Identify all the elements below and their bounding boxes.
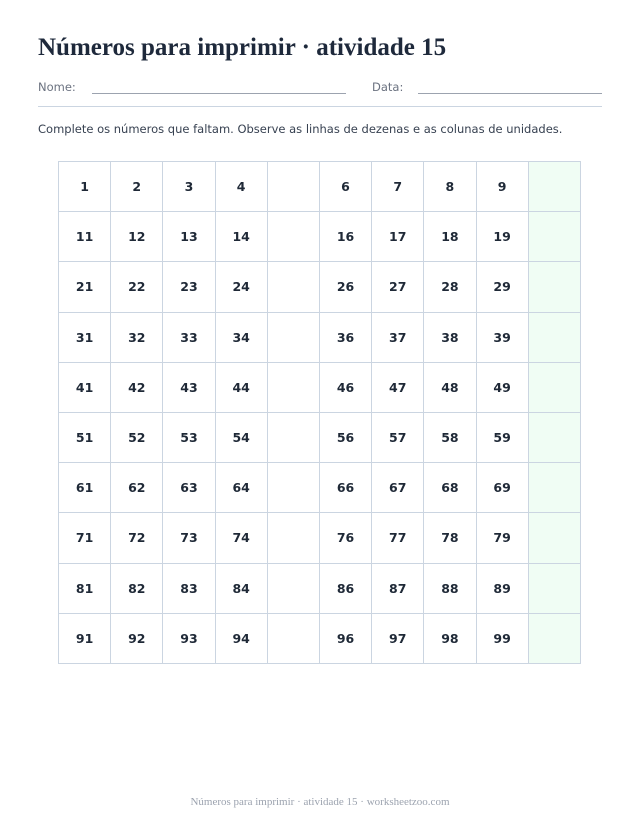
grid-cell: 48 (424, 362, 476, 412)
grid-cell: 94 (215, 613, 267, 663)
grid-row (59, 463, 581, 513)
grid-cell: 64 (215, 463, 267, 513)
grid-row (59, 262, 581, 312)
grid-cell: 19 (476, 212, 528, 262)
grid-cell-blank[interactable] (267, 412, 319, 462)
grid-cell: 69 (476, 463, 528, 513)
grid-row (59, 362, 581, 412)
grid-cell: 88 (424, 563, 476, 613)
grid-cell-blank[interactable] (528, 262, 580, 312)
grid-cell: 2 (111, 162, 163, 212)
grid-row (59, 162, 581, 212)
grid-cell: 73 (163, 513, 215, 563)
grid-cell: 86 (319, 563, 371, 613)
grid-cell: 24 (215, 262, 267, 312)
grid-cell: 9 (476, 162, 528, 212)
grid-cell: 74 (215, 513, 267, 563)
grid-cell: 87 (372, 563, 424, 613)
grid-cell: 27 (372, 262, 424, 312)
grid-cell: 11 (59, 212, 111, 262)
grid-row (59, 563, 581, 613)
grid-cell: 79 (476, 513, 528, 563)
grid-cell: 51 (59, 412, 111, 462)
grid-cell-blank[interactable] (528, 312, 580, 362)
grid-row (59, 513, 581, 563)
grid-cell: 63 (163, 463, 215, 513)
grid-cell-blank[interactable] (267, 262, 319, 312)
grid-cell: 22 (111, 262, 163, 312)
date-label: Data: (372, 80, 404, 94)
grid-cell: 46 (319, 362, 371, 412)
grid-cell: 3 (163, 162, 215, 212)
grid-cell: 76 (319, 513, 371, 563)
grid-cell: 4 (215, 162, 267, 212)
grid-cell: 61 (59, 463, 111, 513)
grid-cell-blank[interactable] (267, 463, 319, 513)
name-line (92, 93, 346, 94)
grid-cell: 91 (59, 613, 111, 663)
grid-cell-blank[interactable] (528, 162, 580, 212)
grid-cell: 17 (372, 212, 424, 262)
student-info (38, 80, 602, 98)
grid-cell-blank[interactable] (267, 162, 319, 212)
grid-cell-blank[interactable] (528, 563, 580, 613)
grid-cell-blank[interactable] (528, 362, 580, 412)
grid-cell: 53 (163, 412, 215, 462)
grid-cell-blank[interactable] (528, 613, 580, 663)
grid-cell: 92 (111, 613, 163, 663)
grid-cell: 82 (111, 563, 163, 613)
grid-cell-blank[interactable] (267, 362, 319, 412)
grid-cell: 71 (59, 513, 111, 563)
grid-cell: 26 (319, 262, 371, 312)
grid-cell: 62 (111, 463, 163, 513)
grid-cell-blank[interactable] (528, 212, 580, 262)
grid-cell: 42 (111, 362, 163, 412)
grid-cell: 14 (215, 212, 267, 262)
grid-cell-blank[interactable] (528, 412, 580, 462)
grid-cell: 68 (424, 463, 476, 513)
grid-cell: 59 (476, 412, 528, 462)
grid-cell: 31 (59, 312, 111, 362)
grid-cell: 57 (372, 412, 424, 462)
grid-cell: 66 (319, 463, 371, 513)
grid-cell: 44 (215, 362, 267, 412)
grid-cell: 21 (59, 262, 111, 312)
grid-cell: 1 (59, 162, 111, 212)
grid-cell: 93 (163, 613, 215, 663)
grid-cell: 23 (163, 262, 215, 312)
grid-cell: 12 (111, 212, 163, 262)
grid-cell: 99 (476, 613, 528, 663)
grid-cell-blank[interactable] (267, 312, 319, 362)
grid-cell: 7 (372, 162, 424, 212)
grid-cell: 43 (163, 362, 215, 412)
grid-cell-blank[interactable] (267, 513, 319, 563)
grid-cell: 33 (163, 312, 215, 362)
grid-cell: 78 (424, 513, 476, 563)
date-line (418, 93, 602, 94)
grid-cell: 98 (424, 613, 476, 663)
header-divider (38, 106, 602, 107)
grid-cell: 37 (372, 312, 424, 362)
grid-cell-blank[interactable] (267, 613, 319, 663)
grid-cell: 52 (111, 412, 163, 462)
grid-cell: 28 (424, 262, 476, 312)
grid-cell-blank[interactable] (528, 513, 580, 563)
grid-cell: 18 (424, 212, 476, 262)
grid-cell: 16 (319, 212, 371, 262)
grid-cell: 6 (319, 162, 371, 212)
grid-cell: 29 (476, 262, 528, 312)
grid-cell: 84 (215, 563, 267, 613)
grid-cell: 77 (372, 513, 424, 563)
grid-cell: 39 (476, 312, 528, 362)
grid-row (59, 412, 581, 462)
grid-cell: 38 (424, 312, 476, 362)
grid-cell: 81 (59, 563, 111, 613)
grid-cell: 58 (424, 412, 476, 462)
grid-cell-blank[interactable] (267, 212, 319, 262)
grid-cell: 34 (215, 312, 267, 362)
name-label: Nome: (38, 80, 76, 94)
grid-cell: 49 (476, 362, 528, 412)
number-grid (58, 161, 581, 664)
grid-cell: 67 (372, 463, 424, 513)
grid-cell-blank[interactable] (267, 563, 319, 613)
grid-cell: 54 (215, 412, 267, 462)
grid-cell: 89 (476, 563, 528, 613)
grid-cell: 36 (319, 312, 371, 362)
grid-row (59, 312, 581, 362)
grid-cell: 13 (163, 212, 215, 262)
grid-row (59, 613, 581, 663)
grid-cell: 56 (319, 412, 371, 462)
footer: Números para imprimir · atividade 15 · worksheetzoo.com (190, 796, 450, 808)
grid-cell: 96 (319, 613, 371, 663)
grid-cell: 41 (59, 362, 111, 412)
grid-cell: 97 (372, 613, 424, 663)
grid-cell: 47 (372, 362, 424, 412)
grid-cell: 72 (111, 513, 163, 563)
grid-cell: 32 (111, 312, 163, 362)
grid-cell: 83 (163, 563, 215, 613)
page-title: Números para imprimir · atividade 15 (38, 34, 447, 61)
grid-row (59, 212, 581, 262)
grid-cell: 8 (424, 162, 476, 212)
grid-cell-blank[interactable] (528, 463, 580, 513)
instructions: Complete os números que faltam. Observe as linhas de dezenas e as colunas de unidades. (38, 122, 563, 136)
